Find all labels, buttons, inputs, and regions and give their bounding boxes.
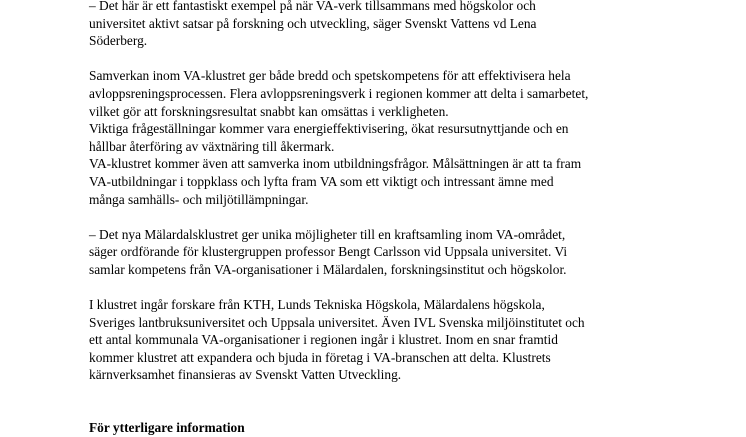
text-line: Viktiga frågeställningar kommer vara energieffektivisering, ökat resursutnyttjande och en bbox=[89, 121, 569, 137]
text-line: kärnverksamhet finansieras av Svenskt Vatten Utveckling. bbox=[89, 367, 402, 383]
paragraph-quote-svenskt-vatten bbox=[89, 0, 689, 50]
paragraph-spacer bbox=[89, 208, 689, 226]
text-line: kommer klustret att expandera och bjuda in företag i VA-branschen att delta. Klustrets bbox=[89, 349, 551, 365]
text-line: säger ordförande för klustergruppen professor Bengt Carlsson vid Uppsala universitet. Vi bbox=[89, 244, 568, 260]
text-line: Sveriges lantbruksuniversitet och Uppsala universitet. Även IVL Svenska miljöinstitutet och bbox=[89, 314, 585, 330]
text-line: VA-utbildningar i toppklass och lyfta fram VA som ett viktigt och intressant ämne med bbox=[89, 173, 554, 189]
text-line: samlar kompetens från VA-organisationer i Mälardalen, forskningsinstitut och högskolor. bbox=[89, 261, 567, 277]
text-line: I klustret ingår forskare från KTH, Lunds Tekniska Högskola, Mälardalens högskola, bbox=[89, 297, 545, 313]
text-line: hållbar återföring av växtnäring till åkermark. bbox=[89, 138, 335, 154]
section-heading: För ytterligare information bbox=[89, 420, 245, 436]
paragraph-spacer bbox=[89, 50, 689, 68]
text-line: Söderberg. bbox=[89, 33, 148, 49]
text-line: vilket gör att forskningsresultat snabbt kan omsättas i verkligheten. bbox=[89, 103, 449, 119]
text-line: avloppsreningsprocessen. Flera avloppsreningsverk i regionen kommer att delta i samarbetet, bbox=[89, 85, 589, 101]
paragraph-cluster-members bbox=[89, 296, 689, 384]
document-page bbox=[89, 0, 689, 437]
text-line: många samhälls- och miljötillämpningar. bbox=[89, 191, 309, 207]
text-line: – Det här är ett fantastiskt exempel på när VA-verk tillsammans med högskolor och bbox=[89, 0, 536, 13]
paragraph-cluster-collaboration bbox=[89, 67, 689, 208]
paragraph-spacer bbox=[89, 279, 689, 297]
text-line: ett antal kommunala VA-organisationer i regionen ingår i klustret. Inom en snar framtid bbox=[89, 332, 558, 348]
text-line: – Det nya Mälardalsklustret ger unika möjligheter till en kraftsamling inom VA-området, bbox=[89, 226, 566, 242]
text-line: Samverkan inom VA-klustret ger både bredd och spetskompetens för att effektivisera hela bbox=[89, 68, 571, 84]
text-line: VA-klustret kommer även att samverka inom utbildningsfrågor. Målsättningen är att ta fram bbox=[89, 156, 582, 172]
paragraph-spacer bbox=[89, 384, 689, 402]
text-line: universitet aktivt satsar på forskning och utveckling, säger Svenskt Vattens vd Lena bbox=[89, 15, 537, 31]
paragraph-spacer bbox=[89, 402, 689, 420]
paragraph-quote-chairman bbox=[89, 226, 689, 279]
